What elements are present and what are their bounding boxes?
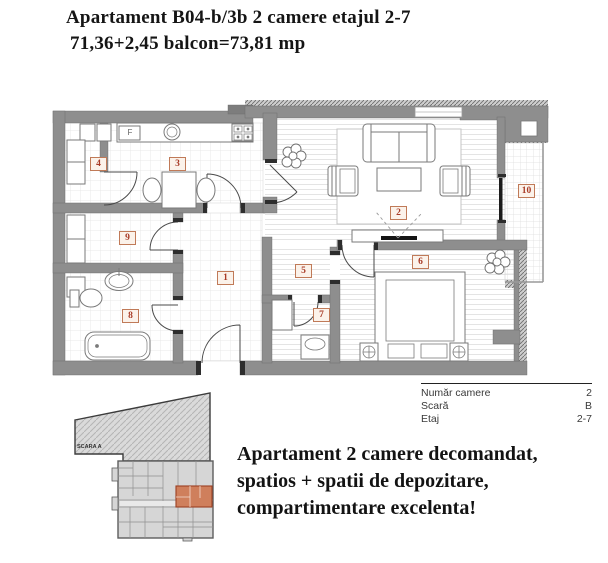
room-label-4: 4 <box>90 157 107 171</box>
washing-machine <box>301 335 329 359</box>
row-label: Etaj <box>421 413 440 425</box>
description-line-3: compartimentare excelenta! <box>237 497 476 519</box>
table-row <box>421 400 592 413</box>
row-value: B <box>584 400 592 412</box>
building-footprint <box>112 461 213 541</box>
nightstand-left <box>360 343 378 361</box>
room-label-1: 1 <box>217 271 234 285</box>
row-label: Scară <box>421 400 449 412</box>
armchair-right <box>440 166 470 196</box>
bathtub <box>85 332 150 360</box>
room-label-2: 2 <box>390 206 407 220</box>
fridge-label: F <box>127 128 133 137</box>
row-value: 2-7 <box>576 413 592 425</box>
sofa <box>363 124 435 162</box>
site-plan <box>75 393 213 541</box>
armchair-left <box>328 166 358 196</box>
page-title <box>66 5 411 57</box>
description-line-1: Apartament 2 camere decomandat, <box>237 443 538 465</box>
room-label-10: 10 <box>518 184 535 198</box>
toilet <box>70 289 102 307</box>
apartment-info-table <box>421 383 592 426</box>
highlighted-apartment <box>176 486 212 507</box>
room-label-9: 9 <box>119 231 136 245</box>
table-row <box>421 413 592 426</box>
row-label: Număr camere <box>421 387 491 399</box>
apartment-description <box>237 441 538 522</box>
stairwell-area <box>75 393 210 461</box>
title-line-2: 71,36+2,45 balcon=73,81 mp <box>70 33 306 54</box>
room-label-5: 5 <box>295 264 312 278</box>
room-label-7: 7 <box>313 308 330 322</box>
balcony-door-leaf <box>499 178 503 220</box>
room-label-8: 8 <box>122 309 139 323</box>
living-window <box>415 107 462 117</box>
stairwell-label: SCARA A <box>77 444 102 450</box>
description-line-2: spatios + spatii de depozitare, <box>237 470 489 492</box>
nightstand-right <box>450 343 468 361</box>
coffee-table <box>377 168 421 191</box>
room-label-6: 6 <box>412 255 429 269</box>
column <box>521 121 537 136</box>
row-value: 2 <box>586 387 592 399</box>
title-line-1: Apartament B04-b/3b 2 camere etajul 2-7 <box>66 7 411 28</box>
table-row <box>421 387 592 400</box>
room-label-3: 3 <box>169 157 186 171</box>
